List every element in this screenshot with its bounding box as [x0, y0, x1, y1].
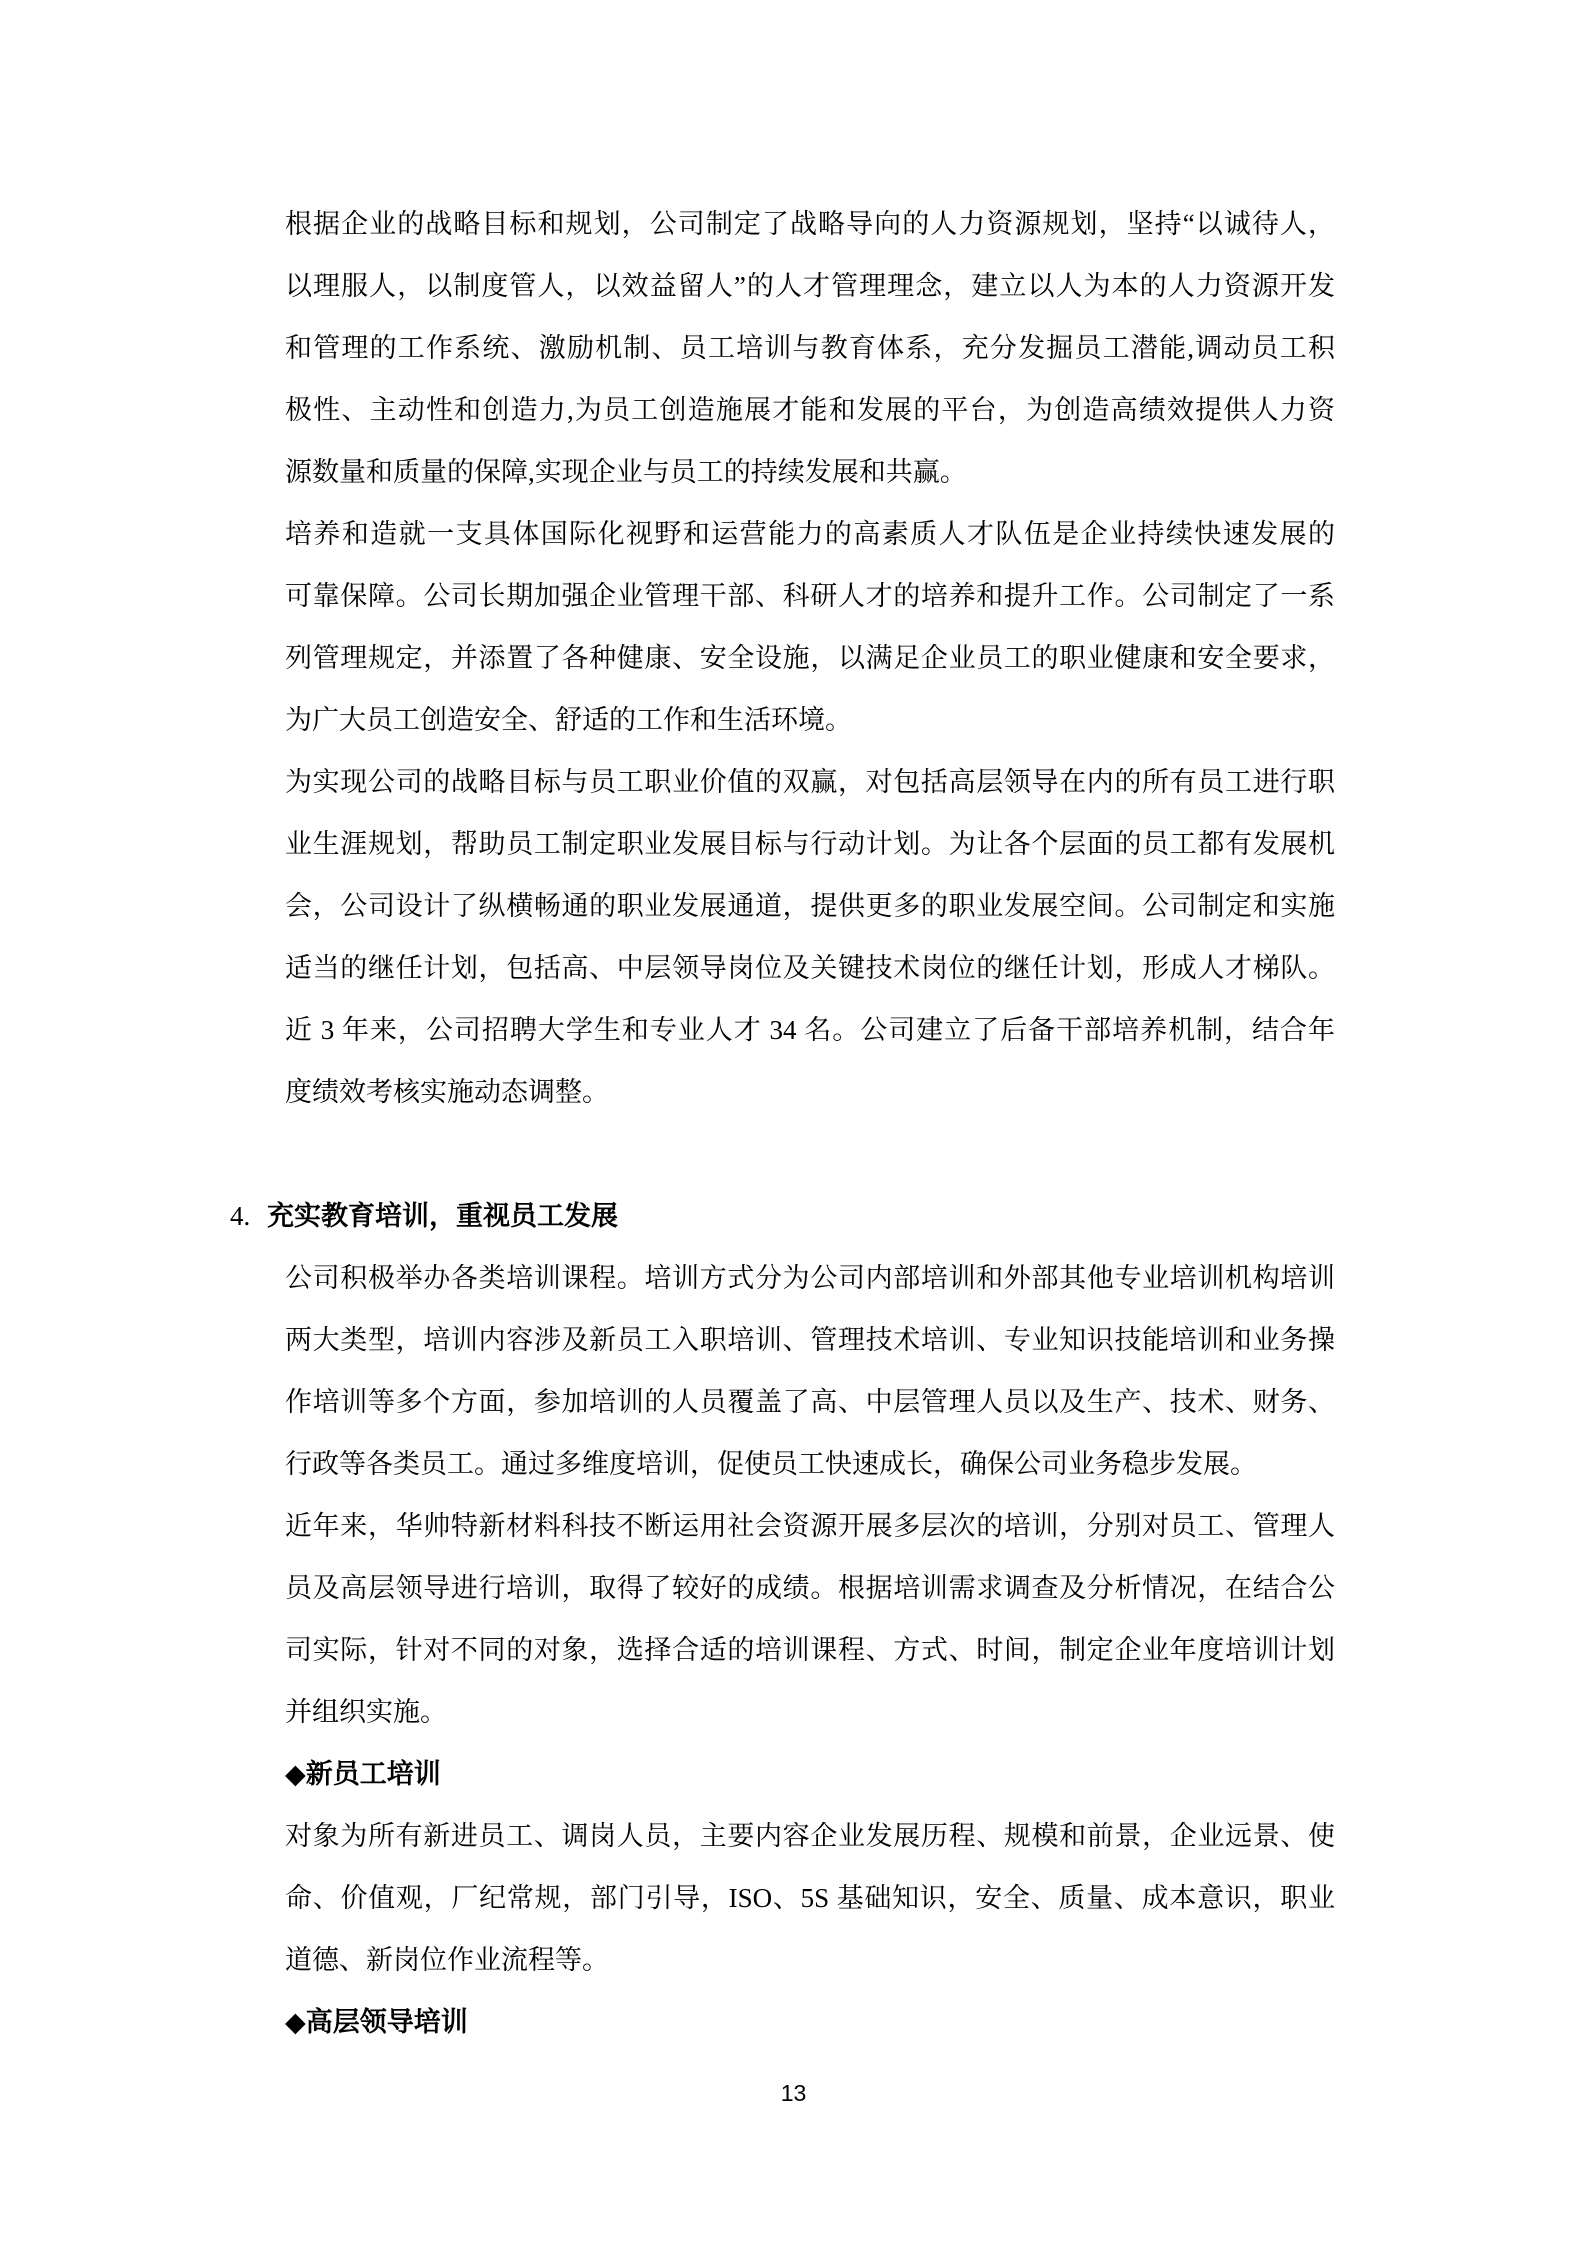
text-line: 为广大员工创造安全、舒适的工作和生活环境。 — [285, 705, 852, 735]
heading-text: 新员工培训 — [305, 1759, 441, 1789]
text-line: 业生涯规划，帮助员工制定职业发展目标与行动计划。为让各个层面的员工都有发展机 — [285, 829, 1335, 859]
text-line: 近年来，华帅特新材料科技不断运用社会资源开展多层次的培训，分别对员工、管理人 — [285, 1511, 1335, 1541]
heading-number: 4. — [230, 1201, 251, 1231]
page-footer — [0, 2078, 1587, 2108]
diamond-bullet-icon: ◆ — [285, 1759, 306, 1789]
text-line: 对象为所有新进员工、调岗人员，主要内容企业发展历程、规模和前景，企业远景、使 — [285, 1821, 1335, 1851]
text-line: 司实际，针对不同的对象，选择合适的培训课程、方式、时间，制定企业年度培训计划 — [285, 1635, 1335, 1665]
text-line: 为实现公司的战略目标与员工职业价值的双赢，对包括高层领导在内的所有员工进行职 — [285, 767, 1335, 797]
text-line: 列管理规定，并添置了各种健康、安全设施，以满足企业员工的职业健康和安全要求， — [285, 643, 1335, 673]
text-line: 两大类型，培训内容涉及新员工入职培训、管理技术培训、专业知识技能培训和业务操 — [285, 1325, 1335, 1355]
text-line: 适当的继任计划，包括高、中层领导岗位及关键技术岗位的继任计划，形成人才梯队。 — [285, 953, 1335, 983]
diamond-bullet-icon: ◆ — [285, 2007, 306, 2037]
text-line: 作培训等多个方面，参加培训的人员覆盖了高、中层管理人员以及生产、技术、财务、 — [285, 1387, 1335, 1417]
heading-text: 充实教育培训，重视员工发展 — [267, 1201, 618, 1231]
text-line: 可靠保障。公司长期加强企业管理干部、科研人才的培养和提升工作。公司制定了一系 — [285, 581, 1335, 611]
text-line: 行政等各类员工。通过多维度培训，促使员工快速成长，确保公司业务稳步发展。 — [285, 1449, 1257, 1479]
text-line: 度绩效考核实施动态调整。 — [285, 1077, 609, 1107]
text-line: 源数量和质量的保障,实现企业与员工的持续发展和共赢。 — [285, 457, 967, 487]
text-line: 道德、新岗位作业流程等。 — [285, 1945, 609, 1975]
text-line: 培养和造就一支具体国际化视野和运营能力的高素质人才队伍是企业持续快速发展的 — [285, 519, 1335, 549]
subsection-heading — [285, 1743, 1335, 1805]
text-line: 极性、主动性和创造力,为员工创造施展才能和发展的平台，为创造高绩效提供人力资 — [285, 395, 1335, 425]
text-line: 和管理的工作系统、激励机制、员工培训与教育体系，充分发掘员工潜能,调动员工积 — [285, 333, 1335, 363]
heading-text: 高层领导培训 — [305, 2007, 468, 2037]
page-number: 13 — [780, 2080, 807, 2106]
text-line: 员及高层领导进行培训，取得了较好的成绩。根据培训需求调查及分析情况，在结合公 — [285, 1573, 1335, 1603]
text-line: 并组织实施。 — [285, 1697, 447, 1727]
text-line: 公司积极举办各类培训课程。培训方式分为公司内部培训和外部其他专业培训机构培训 — [285, 1263, 1335, 1293]
section-heading — [230, 1185, 1335, 1247]
text-line: 根据企业的战略目标和规划，公司制定了战略导向的人力资源规划，坚持“以诚待人， — [285, 209, 1335, 239]
text-line: 会，公司设计了纵横畅通的职业发展通道，提供更多的职业发展空间。公司制定和实施 — [285, 891, 1335, 921]
subsection-heading — [285, 1991, 1335, 2053]
document-content — [230, 193, 1335, 2053]
text-line: 以理服人，以制度管人，以效益留人”的人才管理理念，建立以人为本的人力资源开发 — [285, 271, 1335, 301]
text-line: 命、价值观，厂纪常规，部门引导，ISO、5S 基础知识，安全、质量、成本意识，职业 — [285, 1883, 1335, 1913]
text-line: 近 3 年来，公司招聘大学生和专业人才 34 名。公司建立了后备干部培养机制，结合年 — [285, 1015, 1335, 1045]
